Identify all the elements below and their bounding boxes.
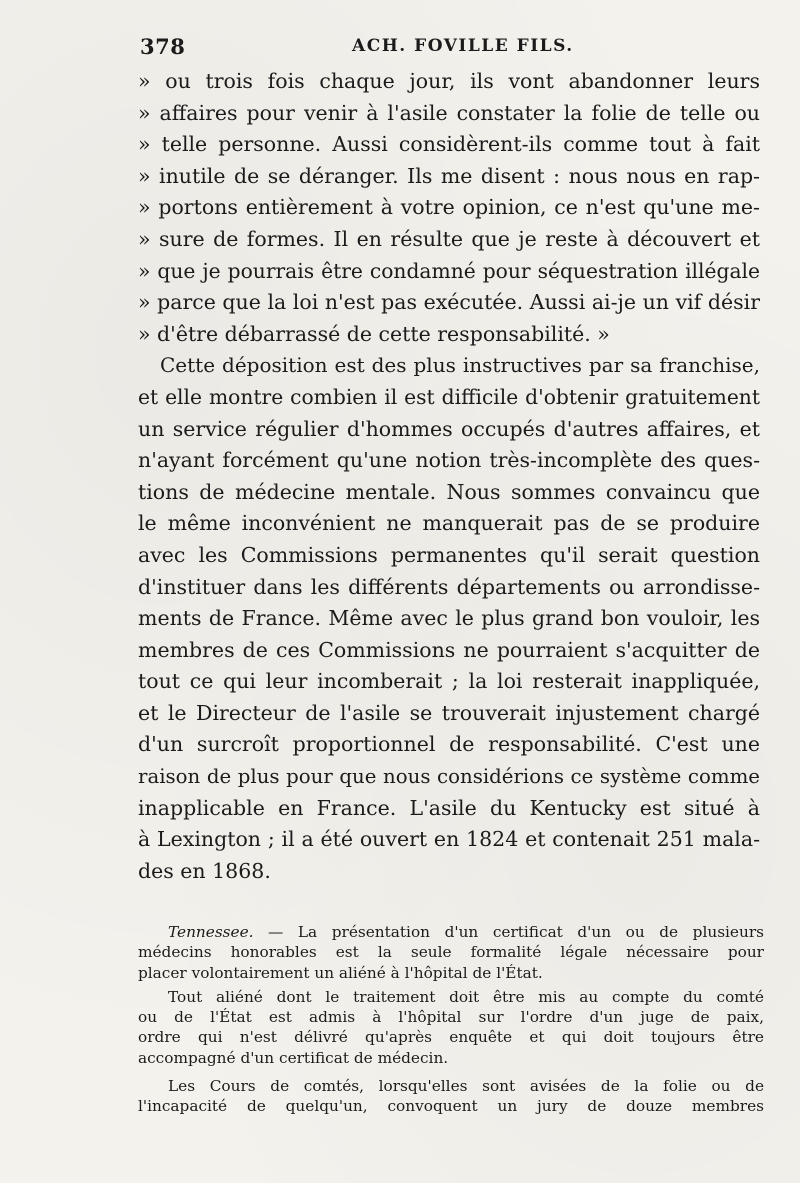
text-line: » sure de formes. Il en résulte que je reste à découvert et: [138, 226, 760, 251]
text-line: Les Cours de comtés, lorsqu'elles sont avisées de la folie ou de: [168, 1077, 764, 1096]
text-line: et elle montre combien il est difficile d'obtenir gratuitement: [138, 384, 760, 409]
text-line: tout ce qui leur incomberait ; la loi resterait inappliquée,: [138, 669, 760, 694]
main-text: [138, 66, 760, 887]
text-line: » d'être débarrassé de cette responsabilité. »: [138, 321, 610, 346]
text-line: raison de plus pour que nous considérions ce système comme: [138, 765, 760, 789]
text-line: » que je pourrais être condamné pour séquestration illégale: [138, 258, 760, 283]
text-line: le même inconvénient ne manquerait pas de se produire: [138, 511, 760, 536]
small-print-section: [138, 922, 764, 1117]
text-line: avec les Commissions permanentes qu'il serait question: [138, 542, 760, 567]
text-line: d'un surcroît proportionnel de responsabilité. C'est une: [138, 732, 760, 757]
text-line: » telle personne. Aussi considèrent-ils comme tout à fait: [138, 132, 760, 157]
text-line: » inutile de se déranger. Ils me disent : nous nous en rap-: [138, 163, 760, 188]
text-fragment: — La présentation d'un certificat d'un ou de plusieurs: [253, 923, 764, 941]
text-line: placer volontairement un aliéné à l'hôpital de l'État.: [138, 963, 543, 982]
text-line: » parce que la loi n'est pas exécutée. Aussi ai-je un vif désir: [138, 290, 760, 315]
text-line: ments de France. Même avec le plus grand bon vouloir, les: [138, 606, 760, 631]
text-line: » ou trois fois chaque jour, ils vont abandonner leurs: [138, 69, 760, 93]
text-line: et le Directeur de l'asile se trouverait injustement chargé: [138, 700, 760, 725]
page-header: [140, 34, 760, 64]
text-line: l'incapacité de quelqu'un, convoquent un jury de douze membres: [138, 1097, 764, 1116]
text-line: inapplicable en France. L'asile du Kentucky est situé à: [138, 795, 760, 820]
text-line: à Lexington ; il a été ouvert en 1824 et contenait 251 mala-: [138, 827, 760, 852]
text-line: [138, 922, 764, 942]
page-number: 378: [140, 34, 186, 59]
text-line: un service régulier d'hommes occupés d'autres affaires, et: [138, 416, 760, 441]
text-line: membres de ces Commissions ne pourraient s'acquitter de: [138, 637, 760, 662]
text-line: n'ayant forcément qu'une notion très-incomplète des ques-: [138, 448, 760, 473]
text-line: ordre qui n'est délivré qu'après enquête et qui doit toujours être: [138, 1028, 764, 1047]
section-label-tennessee: Tennessee.: [168, 923, 254, 941]
text-line: tions de médecine mentale. Nous sommes convaincu que: [138, 479, 760, 504]
text-line: Tout aliéné dont le traitement doit être mis au compte du comté: [168, 987, 764, 1006]
text-line: d'instituer dans les différents départements ou arrondisse-: [138, 574, 760, 599]
text-line: » portons entièrement à votre opinion, ce n'est qu'une me-: [138, 195, 760, 220]
text-line: » affaires pour venir à l'asile constater la folie de telle ou: [138, 100, 760, 125]
text-line: Cette déposition est des plus instructives par sa franchise,: [160, 353, 760, 378]
text-line: médecins honorables est la seule formalité légale nécessaire pour: [138, 943, 764, 962]
running-head: ACH. FOVILLE FILS.: [352, 36, 574, 56]
text-line: ou de l'État est admis à l'hôpital sur l'ordre d'un juge de paix,: [138, 1008, 764, 1027]
text-line: accompagné d'un certificat de médecin.: [138, 1048, 449, 1067]
text-line: des en 1868.: [138, 858, 271, 883]
